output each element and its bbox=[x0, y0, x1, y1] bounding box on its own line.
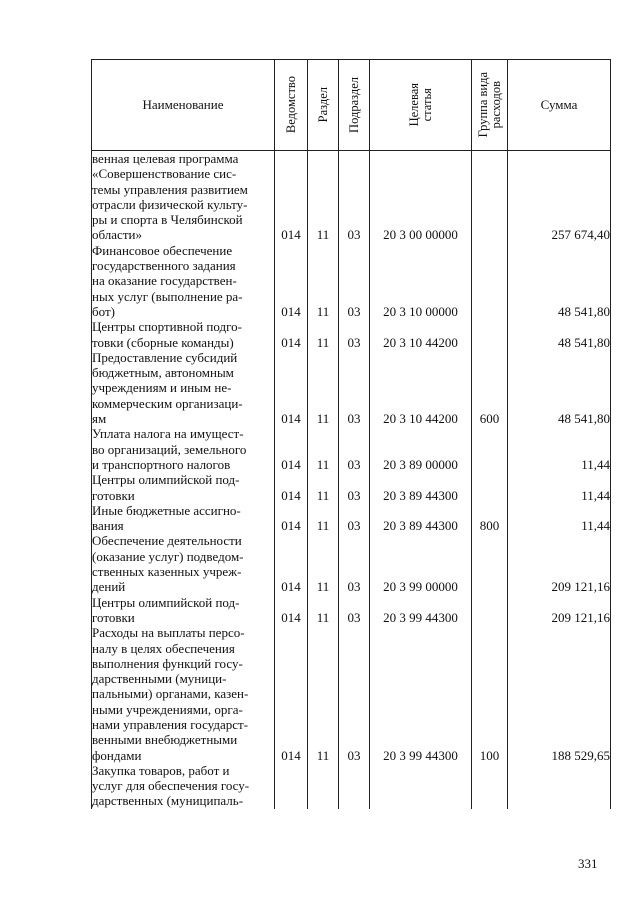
row-name-line: фондами bbox=[92, 747, 142, 763]
row-name-line: во организаций, земельного bbox=[92, 441, 247, 457]
row-name-line: ям bbox=[92, 411, 107, 427]
row-name-line: бюджетным, автономным bbox=[92, 365, 234, 381]
row-name-line: Центры олимпийской под- bbox=[92, 472, 240, 488]
row-expense-group: 100 bbox=[472, 625, 508, 763]
table-row bbox=[92, 243, 611, 319]
row-expense-group bbox=[472, 763, 508, 809]
row-section: 11 bbox=[308, 625, 339, 763]
row-section: 11 bbox=[308, 533, 339, 594]
row-subsection: 03 bbox=[339, 595, 370, 626]
table-row bbox=[92, 763, 611, 809]
row-expense-group bbox=[472, 426, 508, 472]
row-department: 014 bbox=[275, 426, 308, 472]
table-row bbox=[92, 595, 611, 626]
row-name-line: дарственными (муници- bbox=[92, 671, 227, 687]
header-name bbox=[92, 60, 275, 151]
row-amount bbox=[508, 763, 611, 809]
row-name-line: ных услуг (выполнение ра- bbox=[92, 288, 243, 304]
row-name bbox=[92, 151, 275, 243]
row-name bbox=[92, 763, 275, 809]
row-name-line: выполнения функций госу- bbox=[92, 655, 243, 671]
row-target-article: 20 3 99 00000 bbox=[370, 533, 472, 594]
header-section-label: Раздел bbox=[315, 87, 330, 123]
row-department: 014 bbox=[275, 533, 308, 594]
row-name-line: отрасли физической культу- bbox=[92, 196, 248, 212]
header-expense-group-label: Группа вида расходов bbox=[475, 72, 503, 138]
row-subsection: 03 bbox=[339, 151, 370, 243]
header-section bbox=[308, 60, 339, 151]
row-subsection: 03 bbox=[339, 472, 370, 503]
row-department: 014 bbox=[275, 625, 308, 763]
row-name-line: ры и спорта в Челябинской bbox=[92, 212, 243, 228]
row-amount: 257 674,40 bbox=[508, 151, 611, 243]
row-subsection: 03 bbox=[339, 426, 370, 472]
row-name-line: Уплата налога на имущест- bbox=[92, 426, 244, 442]
row-target-article: 20 3 89 44300 bbox=[370, 503, 472, 534]
row-name-line: на оказание государствен- bbox=[92, 273, 237, 289]
row-name-line: ными учреждениями, орга- bbox=[92, 701, 243, 717]
row-section: 11 bbox=[308, 426, 339, 472]
row-name-line: товки (сборные команды) bbox=[92, 334, 234, 350]
row-section bbox=[308, 763, 339, 809]
row-name-line: налу в целях обеспечения bbox=[92, 640, 235, 656]
row-name-line: Финансовое обеспечение bbox=[92, 242, 233, 258]
row-amount: 11,44 bbox=[508, 503, 611, 534]
table-row bbox=[92, 319, 611, 350]
row-name-line: готовки bbox=[92, 487, 135, 503]
row-name-line: готовки bbox=[92, 609, 135, 625]
header-target-article bbox=[370, 60, 472, 151]
row-name-line: учреждениям и иным не- bbox=[92, 380, 232, 396]
row-name-line: услуг для обеспечения госу- bbox=[92, 778, 250, 794]
row-name-line: Закупка товаров, работ и bbox=[92, 762, 230, 778]
header-target-article-label: Целевая статья bbox=[406, 83, 434, 127]
row-name-line: «Совершенствование сис- bbox=[92, 166, 237, 182]
row-section: 11 bbox=[308, 151, 339, 243]
row-expense-group bbox=[472, 533, 508, 594]
row-name-line: венными внебюджетными bbox=[92, 732, 238, 748]
row-name bbox=[92, 503, 275, 534]
row-amount: 48 541,80 bbox=[508, 350, 611, 426]
row-department: 014 bbox=[275, 595, 308, 626]
row-department: 014 bbox=[275, 503, 308, 534]
row-name-line: области» bbox=[92, 227, 142, 243]
table-body bbox=[92, 151, 611, 809]
row-target-article: 20 3 89 00000 bbox=[370, 426, 472, 472]
row-amount: 48 541,80 bbox=[508, 319, 611, 350]
row-target-article: 20 3 10 44200 bbox=[370, 319, 472, 350]
row-target-article: 20 3 10 44200 bbox=[370, 350, 472, 426]
row-amount: 188 529,65 bbox=[508, 625, 611, 763]
row-expense-group bbox=[472, 151, 508, 243]
row-name-line: бот) bbox=[92, 303, 115, 319]
row-name-line: венная целевая программа bbox=[92, 151, 239, 166]
row-name-line: коммерческим организаци- bbox=[92, 395, 243, 411]
table-row bbox=[92, 533, 611, 594]
row-amount: 48 541,80 bbox=[508, 243, 611, 319]
header-amount bbox=[508, 60, 611, 151]
row-target-article: 20 3 99 44300 bbox=[370, 595, 472, 626]
row-department: 014 bbox=[275, 243, 308, 319]
header-amount-label: Сумма bbox=[540, 97, 578, 113]
row-name-line: Центры олимпийской под- bbox=[92, 594, 240, 610]
row-name bbox=[92, 625, 275, 763]
row-expense-group: 600 bbox=[472, 350, 508, 426]
row-section: 11 bbox=[308, 243, 339, 319]
row-name-line: и транспортного налогов bbox=[92, 456, 231, 472]
row-amount: 11,44 bbox=[508, 472, 611, 503]
header-subsection bbox=[339, 60, 370, 151]
row-expense-group bbox=[472, 472, 508, 503]
row-name bbox=[92, 595, 275, 626]
row-subsection: 03 bbox=[339, 319, 370, 350]
header-department bbox=[275, 60, 308, 151]
row-target-article: 20 3 99 44300 bbox=[370, 625, 472, 763]
row-amount: 209 121,16 bbox=[508, 595, 611, 626]
row-target-article: 20 3 10 00000 bbox=[370, 243, 472, 319]
table-row bbox=[92, 503, 611, 534]
row-name-line: вания bbox=[92, 518, 124, 534]
row-expense-group bbox=[472, 319, 508, 350]
row-name-line: (оказание услуг) подведом- bbox=[92, 548, 244, 564]
row-subsection: 03 bbox=[339, 243, 370, 319]
budget-table bbox=[91, 59, 611, 809]
header-name-label: Наименование bbox=[142, 97, 224, 113]
row-target-article: 20 3 00 00000 bbox=[370, 151, 472, 243]
row-name bbox=[92, 319, 275, 350]
table-row bbox=[92, 625, 611, 763]
row-department: 014 bbox=[275, 472, 308, 503]
row-name-line: дарственных (муниципаль- bbox=[92, 793, 244, 809]
row-name-line: пальными) органами, казен- bbox=[92, 686, 249, 702]
row-subsection: 03 bbox=[339, 503, 370, 534]
row-name bbox=[92, 426, 275, 472]
row-subsection: 03 bbox=[339, 533, 370, 594]
row-name bbox=[92, 350, 275, 426]
row-name-line: Расходы на выплаты персо- bbox=[92, 625, 245, 641]
row-name-line: Предоставление субсидий bbox=[92, 349, 238, 365]
row-subsection: 03 bbox=[339, 350, 370, 426]
row-name bbox=[92, 533, 275, 594]
page-number: 331 bbox=[578, 856, 598, 871]
table-header-row bbox=[92, 60, 611, 151]
row-expense-group bbox=[472, 243, 508, 319]
row-department: 014 bbox=[275, 350, 308, 426]
row-amount: 11,44 bbox=[508, 426, 611, 472]
row-name bbox=[92, 472, 275, 503]
row-name-line: Обеспечение деятельности bbox=[92, 533, 242, 549]
row-name-line: темы управления развитием bbox=[92, 181, 248, 197]
row-section: 11 bbox=[308, 472, 339, 503]
row-subsection bbox=[339, 763, 370, 809]
row-name-line: Центры спортивной подго- bbox=[92, 319, 242, 335]
row-target-article: 20 3 89 44300 bbox=[370, 472, 472, 503]
row-subsection: 03 bbox=[339, 625, 370, 763]
row-name-line: ственных казенных учреж- bbox=[92, 564, 242, 580]
row-section: 11 bbox=[308, 350, 339, 426]
row-expense-group bbox=[472, 595, 508, 626]
row-section: 11 bbox=[308, 595, 339, 626]
table-row bbox=[92, 426, 611, 472]
table-row bbox=[92, 151, 611, 243]
table-row bbox=[92, 472, 611, 503]
header-subsection-label: Подраздел bbox=[346, 77, 361, 133]
row-department: 014 bbox=[275, 319, 308, 350]
header-department-label: Ведомство bbox=[283, 76, 298, 134]
row-department bbox=[275, 763, 308, 809]
row-amount: 209 121,16 bbox=[508, 533, 611, 594]
row-name-line: государственного задания bbox=[92, 258, 236, 274]
row-department: 014 bbox=[275, 151, 308, 243]
row-name-line: дений bbox=[92, 579, 126, 595]
row-expense-group: 800 bbox=[472, 503, 508, 534]
header-expense-group bbox=[472, 60, 508, 151]
row-name bbox=[92, 243, 275, 319]
row-section: 11 bbox=[308, 319, 339, 350]
table-row bbox=[92, 350, 611, 426]
row-section: 11 bbox=[308, 503, 339, 534]
row-target-article bbox=[370, 763, 472, 809]
row-name-line: нами управления государст- bbox=[92, 716, 249, 732]
row-name-line: Иные бюджетные ассигно- bbox=[92, 502, 241, 518]
